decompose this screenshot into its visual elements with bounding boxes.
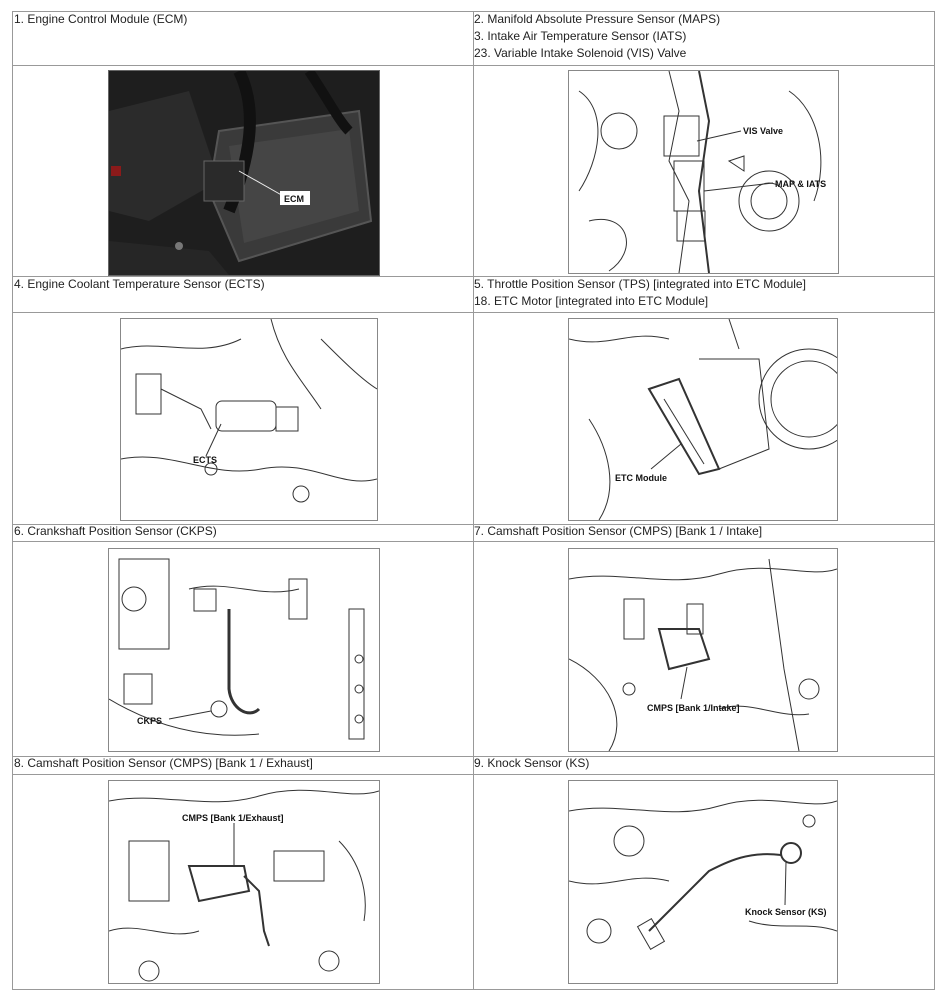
vis-map-diagram [568, 70, 839, 274]
caption-ects [14, 276, 265, 293]
caption-line: 4. Engine Coolant Temperature Sensor (ECTS) [14, 277, 265, 291]
cmps-exhaust-diagram [108, 780, 380, 984]
etc-module-diagram [568, 318, 838, 521]
caption-line: 9. Knock Sensor (KS) [474, 756, 590, 770]
cmps-exhaust-label: CMPS [Bank 1/Exhaust] [182, 813, 284, 823]
caption-tps-etc [474, 276, 806, 310]
caption-line: 18. ETC Motor [integrated into ETC Module] [474, 294, 709, 308]
caption-ckps [14, 523, 217, 540]
caption-cmps-intake [474, 523, 762, 540]
caption-cmps-exhaust [14, 755, 313, 772]
caption-ecm [14, 11, 187, 28]
ects-diagram [120, 318, 378, 521]
ckps-label: CKPS [137, 716, 163, 726]
caption-line: 5. Throttle Position Sensor (TPS) [integrated into ETC Module] [474, 277, 806, 291]
map-iats-label: MAP & IATS [775, 179, 827, 189]
knock-sensor-diagram [568, 780, 838, 984]
vis-valve-label: VIS Valve [743, 126, 784, 136]
etc-module-label: ETC Module [615, 473, 667, 483]
ecm-photo [108, 70, 380, 276]
row-divider [13, 312, 934, 313]
ects-label: ECTS [193, 455, 218, 465]
row-divider [13, 65, 934, 66]
row-divider [13, 774, 934, 775]
caption-line: 23. Variable Intake Solenoid (VIS) Valve [474, 46, 687, 60]
caption-line: 6. Crankshaft Position Sensor (CKPS) [14, 524, 217, 538]
cmps-intake-label: CMPS [Bank 1/Intake] [647, 703, 740, 713]
ckps-diagram [108, 548, 380, 752]
caption-line: 2. Manifold Absolute Pressure Sensor (MAPS) [474, 12, 721, 26]
ecm-label: ECM [284, 194, 304, 204]
row-divider [13, 541, 934, 542]
caption-line: 7. Camshaft Position Sensor (CMPS) [Bank 1 / Intake] [474, 524, 763, 538]
caption-ks [474, 755, 589, 772]
cmps-intake-diagram [568, 548, 838, 752]
caption-line: 1. Engine Control Module (ECM) [14, 12, 188, 26]
caption-line: 3. Intake Air Temperature Sensor (IATS) [474, 29, 687, 43]
column-divider [473, 12, 474, 989]
caption-maps-iats-vis [474, 11, 720, 62]
knock-sensor-label: Knock Sensor (KS) [745, 907, 827, 917]
caption-line: 8. Camshaft Position Sensor (CMPS) [Bank 1 / Exhaust] [14, 756, 313, 770]
